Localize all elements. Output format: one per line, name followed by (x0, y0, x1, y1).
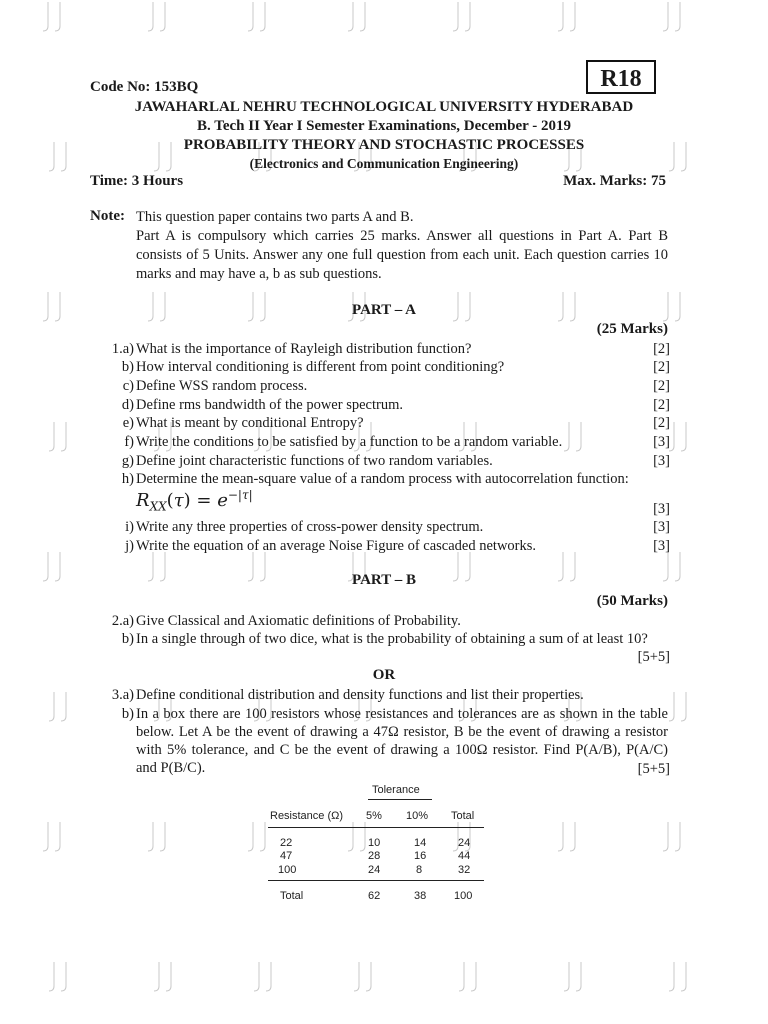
watermark-mark (561, 960, 587, 994)
question-number: 1.a) (111, 341, 134, 357)
table-cell: 10 (368, 837, 381, 849)
question-marks: [2] (653, 341, 670, 357)
question-number: c) (122, 378, 134, 394)
table-cell: 16 (414, 850, 427, 862)
part-a-title: PART – A (352, 302, 416, 318)
question-number: i) (125, 519, 134, 535)
question-number: f) (124, 434, 134, 450)
question-text: In a box there are 100 resistors whose resistances and tolerances are as shown in the table below. Let A be the event of drawing a 47Ω resistor, B be the event of drawing a resistor with 5% tolerance, and C be the event of drawing a 100Ω resistor. Find P(A/B), P(A/C) and P(B/C). (136, 706, 668, 776)
part-b-title: PART – B (352, 572, 416, 588)
resistor-table (268, 782, 484, 912)
part-b-marks: (50 Marks) (596, 593, 668, 609)
question-marks: [3] (653, 501, 670, 517)
watermark-mark (151, 960, 177, 994)
watermark-mark (351, 960, 377, 994)
table-cell: 32 (458, 864, 471, 876)
watermark-mark (40, 820, 66, 854)
question-marks: [2] (653, 378, 670, 394)
watermark-mark (40, 0, 66, 34)
university-name: JAWAHARLAL NEHRU TECHNOLOGICAL UNIVERSITY HYDERABAD (134, 99, 634, 115)
watermark-mark (145, 820, 171, 854)
table-total-cell: 38 (414, 890, 427, 902)
branch-name: (Electronics and Communication Engineering) (249, 156, 519, 171)
question-text: How interval conditioning is different from point conditioning? (136, 359, 505, 375)
question-marks: [5+5] (637, 761, 670, 777)
watermark-mark (666, 690, 692, 724)
table-total-cell: 62 (368, 890, 381, 902)
question-text: In a single through of two dice, what is the probability of obtaining a sum of at least 10? (136, 631, 648, 647)
question-number: 2.a) (111, 613, 134, 629)
question-marks: [3] (653, 538, 670, 554)
watermark-mark (555, 820, 581, 854)
question-marks: [2] (653, 415, 670, 431)
question-number: 3.a) (111, 687, 134, 703)
table-total-label: Total (280, 890, 304, 902)
table-cell: 14 (414, 837, 427, 849)
or-separator: OR (372, 667, 396, 683)
question-text: Define WSS random process. (136, 378, 308, 394)
question-number: g) (121, 453, 134, 469)
question-text: Give Classical and Axiomatic definitions of Probability. (136, 613, 461, 629)
note-label: Note: (90, 208, 125, 224)
exam-title: B. Tech II Year I Semester Examinations, December - 2019 (196, 118, 571, 134)
question-number: j) (125, 538, 134, 554)
table-header-5pct: 5% (366, 810, 382, 822)
watermark-mark (46, 960, 72, 994)
table-header-total: Total (451, 810, 475, 822)
watermark-mark (145, 0, 171, 34)
table-header-resistance: Resistance (Ω) (270, 810, 344, 822)
table-total-cell: 100 (454, 890, 473, 902)
question-marks: [3] (653, 434, 670, 450)
question-number: d) (121, 397, 134, 413)
question-marks: [2] (653, 397, 670, 413)
total-rule (268, 880, 484, 881)
watermark-mark (450, 0, 476, 34)
table-group-header: Tolerance (372, 784, 420, 796)
note-line-2: Part A is compulsory which carries 25 marks. Answer all questions in Part A. Part B consists of 5 Units. Answer any one full question from each unit. Each question carries 10 marks and may have a, b as sub questions. (136, 228, 668, 282)
note-line-1: This question paper contains two parts A and B. (136, 209, 414, 225)
question-text: Write the conditions to be satisfied by a function to be a random variable. (136, 434, 563, 450)
watermark-mark (46, 690, 72, 724)
autocorrelation-formula: $R_{XX}(\tau) = e^{-|\tau|}$ (136, 488, 253, 514)
question-text: What is the importance of Rayleigh distribution function? (136, 341, 472, 357)
watermark-mark (245, 0, 271, 34)
question-number: b) (121, 631, 134, 647)
question-number: h) (121, 471, 134, 487)
question-number: b) (121, 359, 134, 375)
paper-code: Code No: 153BQ (90, 79, 199, 95)
table-cell: 24 (368, 864, 381, 876)
table-cell: 100 (278, 864, 297, 876)
question-marks: [2] (653, 359, 670, 375)
part-a-marks: (25 Marks) (596, 321, 668, 337)
question-marks: [5+5] (637, 649, 670, 665)
watermark-mark (660, 820, 686, 854)
watermark-mark (555, 0, 581, 34)
question-text: Determine the mean-square value of a random process with autocorrelation function: (136, 471, 629, 487)
question-marks: [3] (653, 453, 670, 469)
table-cell: 8 (416, 864, 423, 876)
watermark-mark (46, 420, 72, 454)
regulation-badge: R18 (586, 60, 656, 94)
question-text: What is meant by conditional Entropy? (136, 415, 364, 431)
table-cell: 47 (280, 850, 293, 862)
note-text (136, 208, 668, 284)
question-text: Define rms bandwidth of the power spectrum. (136, 397, 403, 413)
table-cell: 22 (280, 837, 293, 849)
watermark-mark (660, 0, 686, 34)
question-marks: [3] (653, 519, 670, 535)
header-rule (268, 827, 484, 828)
watermark-mark (345, 0, 371, 34)
question-text: Define joint characteristic functions of two random variables. (136, 453, 493, 469)
max-marks: Max. Marks: 75 (563, 173, 666, 189)
question-text: Write any three properties of cross-power density spectrum. (136, 519, 484, 535)
watermark-mark (666, 960, 692, 994)
question-text: Write the equation of an average Noise Figure of cascaded networks. (136, 538, 537, 554)
question-number: b) (121, 706, 134, 722)
exam-time: Time: 3 Hours (90, 173, 184, 189)
table-header-10pct: 10% (406, 810, 429, 822)
table-cell: 24 (458, 837, 471, 849)
subject-title: PROBABILITY THEORY AND STOCHASTIC PROCESSES (183, 137, 585, 153)
table-cell: 44 (458, 850, 471, 862)
watermark-mark (456, 960, 482, 994)
group-header-underline (368, 799, 432, 800)
question-text: Define conditional distribution and density functions and list their properties. (136, 687, 584, 703)
question-number: e) (122, 415, 134, 431)
watermark-mark (251, 960, 277, 994)
table-cell: 28 (368, 850, 381, 862)
